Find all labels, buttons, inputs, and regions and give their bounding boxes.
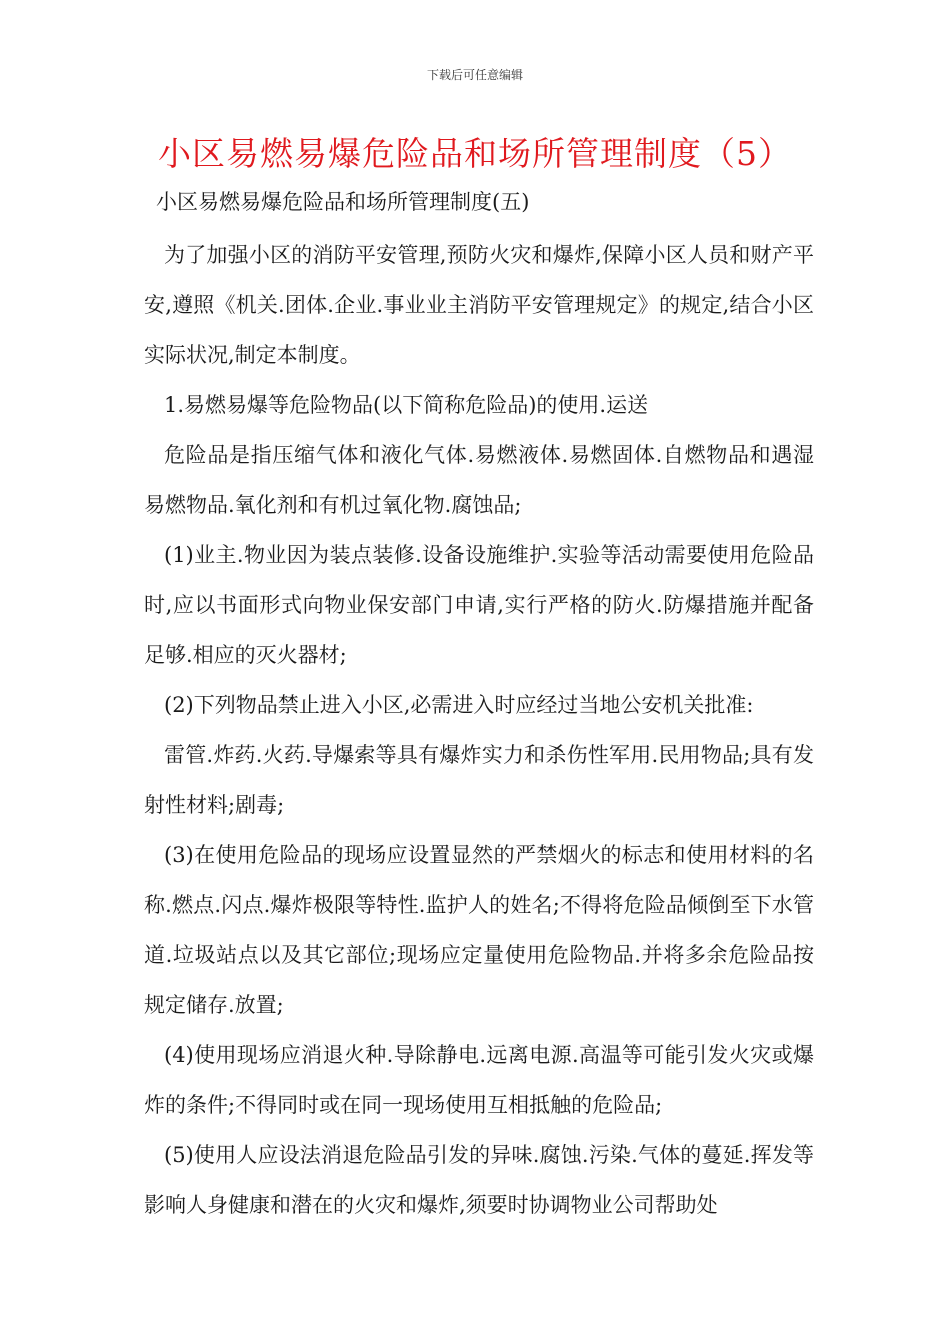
paragraph-item-3: (3)在使用危险品的现场应设置显然的严禁烟火的标志和使用材料的名称.燃点.闪点.爆炸极限等特性.监护人的姓名;不得将危险品倾倒至下水管道.垃圾站点以及其它部位;现场应定量使用危险物品.并将多余危险品按规定储存.放置;: [144, 843, 814, 1017]
document-subtitle: 小区易燃易爆危险品和场所管理制度(五): [156, 190, 530, 214]
paragraph-definition: 危险品是指压缩气体和液化气体.易燃液体.易燃固体.自燃物品和遇湿易燃物品.氧化剂和有机过氧化物.腐蚀品;: [144, 443, 814, 517]
paragraph-item-2-detail: 雷管.炸药.火药.导爆索等具有爆炸实力和杀伤性军用.民用物品;具有发射性材料;剧毒;: [144, 743, 814, 817]
paragraph-item-4: (4)使用现场应消退火种.导除静电.远离电源.高温等可能引发火灾或爆炸的条件;不得同时或在同一现场使用互相抵触的危险品;: [144, 1043, 814, 1117]
paragraph-item-1: (1)业主.物业因为装点装修.设备设施维护.实验等活动需要使用危险品时,应以书面形式向物业保安部门申请,实行严格的防火.防爆措施并配备足够.相应的灭火器材;: [144, 543, 814, 667]
header-note: 下载后可任意编辑: [426, 68, 523, 82]
paragraph-intro: 为了加强小区的消防平安管理,预防火灾和爆炸,保障小区人员和财产平安,遵照《机关.团体.企业.事业业主消防平安管理规定》的规定,结合小区实际状况,制定本制度。: [144, 243, 814, 367]
document-body: [144, 230, 814, 1230]
paragraph-item-2: (2)下列物品禁止进入小区,必需进入时应经过当地公安机关批准:: [164, 693, 754, 717]
paragraph-item-5: (5)使用人应设法消退危险品引发的异味.腐蚀.污染.气体的蔓延.挥发等影响人身健康和潜在的火灾和爆炸,须要时协调物业公司帮助处: [144, 1143, 814, 1217]
document-title: 小区易燃易爆危险品和场所管理制度（5）: [158, 134, 792, 173]
paragraph-section-1-heading: 1.易燃易爆等危险物品(以下简称危险品)的使用.运送: [164, 393, 649, 417]
